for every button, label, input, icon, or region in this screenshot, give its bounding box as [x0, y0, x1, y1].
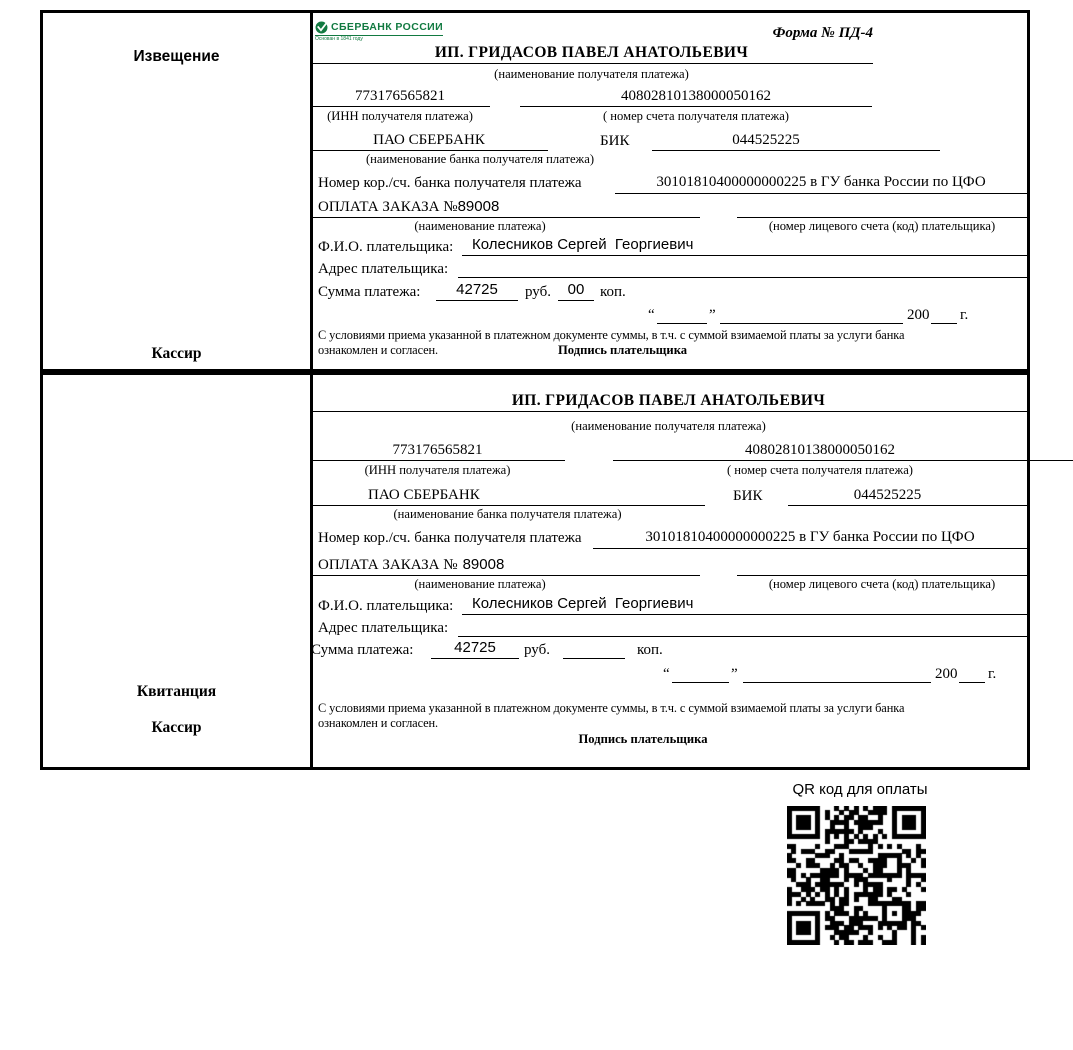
date-quote-close: ”	[731, 666, 738, 682]
amount-label: Сумма платежа:	[318, 284, 421, 300]
year-prefix: 200	[907, 307, 930, 323]
date-year-underline	[959, 663, 985, 683]
inn-caption: (ИНН получателя платежа)	[327, 109, 473, 123]
sberbank-logo	[315, 21, 443, 42]
date-year-underline	[931, 304, 957, 324]
stub-receipt-label: Квитанция	[136, 683, 217, 700]
order-number-value: 89008	[457, 198, 500, 215]
date-month-underline	[720, 304, 903, 324]
bank-name-value: ПАО СБЕРБАНК	[310, 485, 705, 506]
terms-text-line2: ознакомлен и согласен.	[318, 343, 439, 357]
account-value: 40802810138000050162	[520, 86, 872, 107]
personal-account-caption: (номер лицевого счета (код) плательщика)	[768, 219, 996, 233]
qr-label: QR код для оплаты	[792, 781, 928, 798]
personal-account-underline	[737, 555, 1027, 576]
personal-account-underline	[737, 197, 1027, 218]
rub-label: руб.	[525, 284, 551, 300]
terms-text-line1: С условиями приема указанной в платежном документе суммы, в т.ч. с суммой взимаемой платы за услуги банка	[318, 328, 905, 342]
order-number-value: 89008	[462, 556, 505, 573]
account-caption: ( номер счета получателя платежа)	[726, 463, 914, 477]
corr-account-label: Номер кор./сч. банка получателя платежа	[318, 175, 582, 191]
bank-caption: (наименование банка получателя платежа)	[393, 507, 622, 521]
recipient-name: ИП. ГРИДАСОВ ПАВЕЛ АНАТОЛЬЕВИЧ	[310, 390, 1027, 412]
recipient-name: ИП. ГРИДАСОВ ПАВЕЛ АНАТОЛЬЕВИЧ	[310, 42, 873, 64]
sberbank-logo-icon	[315, 21, 328, 34]
date-day-underline	[672, 663, 729, 683]
payer-address-underline	[458, 257, 1027, 278]
date-quote-close: ”	[709, 307, 716, 323]
payer-address-underline	[458, 616, 1027, 637]
year-suffix: г.	[960, 307, 969, 323]
recipient-caption: (наименование получателя платежа)	[571, 419, 766, 433]
bik-value: 044525225	[788, 485, 1027, 506]
sberbank-logo-tagline: Основан в 1841 году	[315, 36, 363, 43]
payer-fio-label: Ф.И.О. плательщика:	[318, 598, 454, 614]
kop-label: коп.	[600, 284, 626, 300]
corr-account-label: Номер кор./сч. банка получателя платежа	[318, 530, 582, 546]
amount-rub-value: 42725	[436, 280, 518, 301]
date-quote-open: “	[663, 666, 670, 682]
amount-label: Сумма платежа:	[311, 642, 414, 658]
bik-value: 044525225	[652, 130, 940, 151]
inn-value: 773176565821	[310, 440, 565, 461]
bik-label: БИК	[600, 133, 630, 149]
inn-caption: (ИНН получателя платежа)	[364, 463, 511, 477]
stub-notice-label: Извещение	[133, 48, 220, 65]
payment-purpose-field	[310, 555, 700, 576]
rub-label: руб.	[524, 642, 550, 658]
bank-caption: (наименование банка получателя платежа)	[365, 152, 595, 166]
account-caption: ( номер счета получателя платежа)	[602, 109, 790, 123]
notice-section	[40, 10, 1030, 372]
terms-text-line2: ознакомлен и согласен.	[318, 716, 439, 730]
amount-kop-underline	[563, 638, 625, 659]
terms-text-line1: С условиями приема указанной в платежном документе суммы, в т.ч. с суммой взимаемой платы за услуги банка	[318, 701, 905, 715]
year-suffix: г.	[988, 666, 997, 682]
qr-code	[787, 806, 926, 945]
receipt-section	[40, 372, 1030, 770]
form-number: Форма № ПД-4	[772, 25, 873, 41]
payer-address-label: Адрес плательщика:	[318, 620, 449, 636]
corr-account-value: 30101810400000000225 в ГУ банка России по ЦФО	[615, 171, 1027, 194]
payment-purpose-field	[310, 197, 700, 218]
payment-purpose-label: ОПЛАТА ЗАКАЗА №	[318, 557, 458, 573]
payer-fio-value: Колесников Сергей Георгиевич	[462, 235, 1027, 256]
payer-fio-label: Ф.И.О. плательщика:	[318, 239, 454, 255]
amount-rub-value: 42725	[431, 638, 519, 659]
kop-label: коп.	[637, 642, 663, 658]
bank-name-value: ПАО СБЕРБАНК	[310, 130, 548, 151]
inn-value: 773176565821	[310, 86, 490, 107]
sberbank-logo-text: СБЕРБАНК РОССИИ	[331, 21, 444, 33]
date-month-underline	[743, 663, 931, 683]
recipient-caption: (наименование получателя платежа)	[494, 67, 689, 81]
cashier-label: Кассир	[151, 345, 202, 362]
payer-address-label: Адрес плательщика:	[318, 261, 449, 277]
cashier-label: Кассир	[151, 719, 202, 736]
corr-account-value: 30101810400000000225 в ГУ банка России по ЦФО	[593, 526, 1027, 549]
amount-kop-value: 00	[558, 280, 594, 301]
payment-caption: (наименование платежа)	[414, 219, 546, 233]
payment-purpose-label: ОПЛАТА ЗАКАЗА №	[318, 199, 458, 215]
year-prefix: 200	[935, 666, 958, 682]
payer-fio-value: Колесников Сергей Георгиевич	[462, 594, 1027, 615]
signature-label: Подпись плательщика	[558, 343, 688, 357]
account-value: 40802810138000050162	[613, 440, 1073, 461]
bik-label: БИК	[733, 488, 763, 504]
personal-account-caption: (номер лицевого счета (код) плательщика)	[768, 577, 996, 591]
date-quote-open: “	[648, 307, 655, 323]
signature-label: Подпись плательщика	[578, 732, 708, 746]
date-day-underline	[657, 304, 707, 324]
payment-caption: (наименование платежа)	[414, 577, 546, 591]
